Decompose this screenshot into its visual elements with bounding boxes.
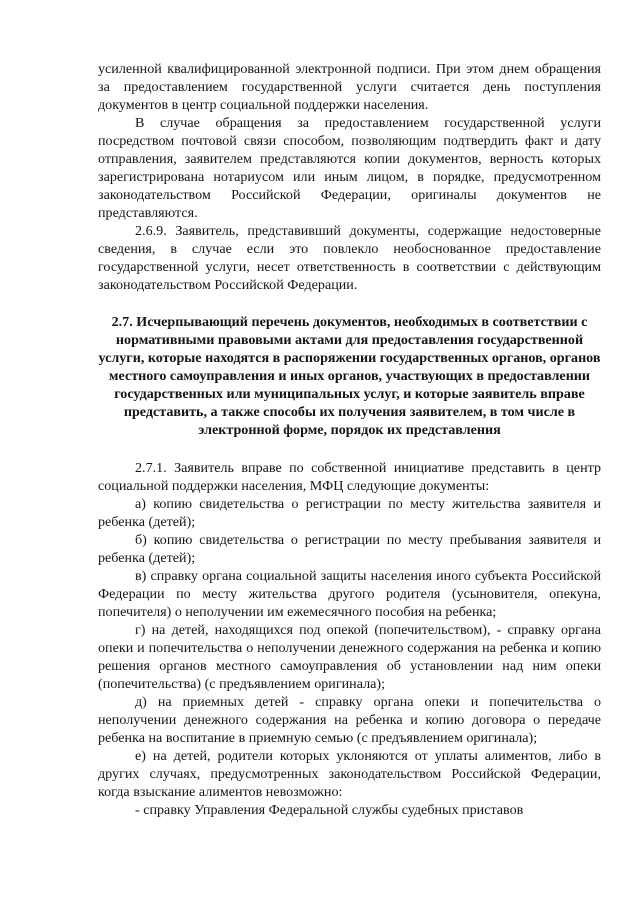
- paragraph-signature-note: усиленной квалифицированной электронной подписи. При этом днем обращения за предоставлением государственной услуги считается день поступления документов в центр социальной поддержки населения.: [98, 61, 601, 113]
- document-page: [98, 60, 601, 819]
- list-item-g: г) на детей, находящихся под опекой (попечительством), - справку органа опеки и попечительства о неполучении денежного содержания на ребенка и копию решения органов местного самоуправления об установлении над ним опеки (попечительства) (с предъявлением оригинала);: [98, 622, 601, 692]
- list-item-a: а) копию свидетельства о регистрации по месту жительства заявителя и ребенка (детей);: [98, 496, 601, 530]
- paragraph-postal-submission: В случае обращения за предоставлением государственной услуги посредством почтовой связи способом, позволяющим подтвердить факт и дату отправления, заявителем представляются копии документов, верность которых зарегистрирована нотариусом или иным лицом, в порядке, предусмотренном законодательством Российской Федерации, оригиналы документов не представляются.: [98, 115, 601, 221]
- list-item-bailiff-certificate: - справку Управления Федеральной службы судебных приставов: [135, 802, 524, 818]
- paragraph-2-6-9: 2.6.9. Заявитель, представивший документы, содержащие недостоверные сведения, в случае если это повлекло необоснованное предоставление государственной услуги, несет ответственность в соответствии с действующим законодательством Российской Федерации.: [98, 223, 601, 293]
- list-item-d: д) на приемных детей - справку органа опеки и попечительства о неполучении денежного содержания на ребенка и копию договора о передаче ребенка на воспитание в приемную семью (с предъявлением оригинала);: [98, 694, 601, 746]
- list-item-e: е) на детей, родители которых уклоняются от уплаты алиментов, либо в других случаях, предусмотренных законодательством Российской Федерации, когда взыскание алиментов невозможно:: [98, 748, 601, 800]
- paragraph-2-7-1: 2.7.1. Заявитель вправе по собственной инициативе представить в центр социальной поддержки населения, МФЦ следующие документы:: [98, 460, 601, 494]
- list-item-b: б) копию свидетельства о регистрации по месту пребывания заявителя и ребенка (детей);: [98, 532, 601, 566]
- section-heading-2-7: 2.7. Исчерпывающий перечень документов, необходимых в соответствии с нормативными правовыми актами для предоставления государственной услуги, которые находятся в распоряжении государственных органов, органов местного самоуправления и иных органов, участвующих в предоставлении государственных или муниципальных услуг, и которые заявитель вправе представить, а также способы их получения заявителем, в том числе в электронной форме, порядок их представления: [98, 314, 601, 438]
- list-item-v: в) справку органа социальной защиты населения иного субъекта Российской Федерации по месту жительства другого родителя (усыновителя, опекуна, попечителя) о неполучении им ежемесячного пособия на ребенка;: [98, 568, 601, 620]
